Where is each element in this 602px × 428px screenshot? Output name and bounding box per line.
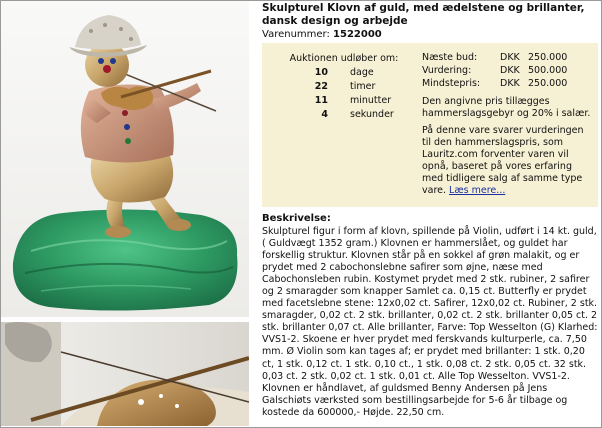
price-amount: 250.000 [528, 78, 568, 89]
price-table [422, 52, 594, 91]
price-row-estimate [422, 65, 594, 78]
countdown-row-hours [274, 81, 414, 95]
lot-title: Skulpturel Klovn af guld, med ædelstene og brillanter, dansk design og arbejde [262, 2, 585, 27]
price-row-next-bid [422, 52, 594, 65]
countdown-unit: minutter [350, 95, 392, 106]
description-heading: Beskrivelse: [262, 213, 331, 224]
main-product-photo[interactable] [1, 1, 249, 317]
countdown-unit: timer [350, 81, 376, 92]
price-amount: 250.000 [528, 52, 568, 63]
description-text: Skulpturel figur i form af klovn, spillende på Violin, udført i 14 kt. guld, ( Guldvægt 1352 gram.) Klovnen er hammerslået, og guldet har forskellig struktur. Klovnen står på en sokkel af grøn malakit, og er prydet med 2 cabochonslebne safirer som øjne, næse med Cabochonsleben rubin. Kostymet prydet med 2 stk. rubiner, 2 safirer og 2 smaragder som knapper Samlet ca. 0,15 ct. Butterfly er prydet med facetslebne stene: 12x0,02 ct. Safirer, 12x0,02 ct. Rubiner, 2 stk. smaragder, 0,02 ct. 2 stk. brillanter, 0,02 ct. 2 stk. brillanter 0,05 ct. 2 stk. brillanter 0,07 ct. Alle brillanter, Farve: Top Wesselton (G) Klarhed: VVS1-2. Skoene er hver prydet med ferskvands kulturperle, ca. 7,50 mm. Ø Violin som kan tages af; er prydet med brillanter: 1 stk. 0,20 ct, 1 stk. 0,12 ct. 1 stk. 0,10 ct., 1 stk. 0,08 ct. 2 stk. 0,05 ct. 32 stk. 0,03 ct. 2 stk. 0,02 ct. 1 stk. 0,01 ct. Alle Top Wesselton. VVS1-2. Klovnen er håndlavet, af guldsmed Benny Andersen på Jens Galschiøts værksted som bestillingsarbejde for 5-6 år tilbage og kostede da 600000,- Højde. 22,50 cm. [262, 226, 598, 418]
read-more-link[interactable]: Læs mere... [449, 185, 506, 196]
lot-number [262, 29, 382, 41]
auction-info-box [262, 43, 598, 207]
estimate-note [422, 125, 594, 197]
price-currency: DKK [500, 65, 520, 76]
lot-number-label: Varenummer: [262, 29, 330, 40]
countdown-unit: dage [350, 67, 374, 78]
price-label: Vurdering: [422, 65, 472, 76]
estimate-note-text: På denne vare svarer vurderingen til den hammerslagspris, som Lauritz.com forventer varen vil opnå, baseret på vores erfaring med tidligere salg af samme type vare. [422, 125, 584, 196]
countdown-value: 22 [314, 81, 328, 92]
price-currency: DKK [500, 78, 520, 89]
fee-note: Den angivne pris tillægges hammerslagsgebyr og 20% i salær. [422, 96, 591, 119]
countdown-row-days [274, 67, 414, 81]
countdown-value: 4 [321, 109, 328, 120]
countdown-row-minutes [274, 95, 414, 109]
price-currency: DKK [500, 52, 520, 63]
price-amount: 500.000 [528, 65, 568, 76]
thumbnail-photo[interactable] [1, 322, 249, 426]
countdown-value: 11 [314, 95, 328, 106]
countdown-unit: sekunder [350, 109, 394, 120]
lot-number-value: 1522000 [333, 29, 382, 40]
price-row-reserve [422, 78, 594, 91]
price-label: Mindstepris: [422, 78, 481, 89]
countdown-heading: Auktionen udløber om: [289, 53, 399, 64]
countdown-row-seconds [274, 109, 414, 123]
countdown-value: 10 [314, 67, 328, 78]
price-label: Næste bud: [422, 52, 478, 63]
